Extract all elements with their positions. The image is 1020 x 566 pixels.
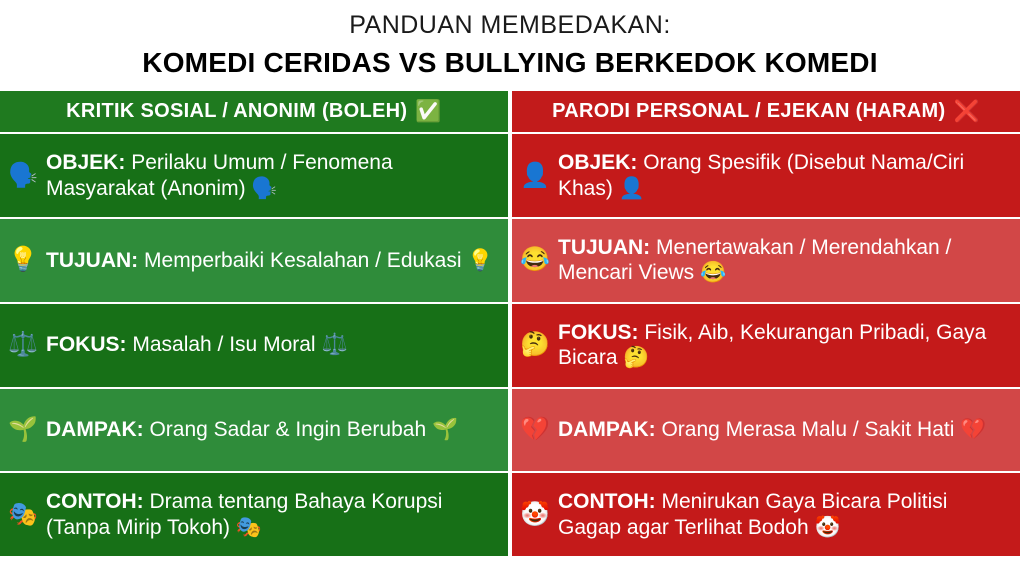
speaking-head-icon: 🗣️: [8, 161, 38, 189]
page-title-line-2: KOMEDI CERIDAS VS BULLYING BERKEDOK KOMEDI: [142, 47, 878, 79]
table-row: [0, 302, 508, 387]
row-label: TUJUAN:: [558, 235, 651, 259]
table-row: [0, 132, 508, 217]
table-row: [0, 217, 508, 302]
column-rows-left: [0, 132, 508, 556]
row-label: TUJUAN:: [46, 248, 139, 272]
performing-arts-icon-trailing: 🎭: [235, 515, 263, 539]
thinking-face-icon: 🤔: [520, 331, 550, 359]
row-value: Fisik, Aib, Kekurangan Pribadi, Gaya Bicara: [558, 320, 987, 370]
clown-face-icon: 🤡: [520, 500, 550, 528]
row-content: [46, 489, 498, 540]
row-value: Orang Sadar & Ingin Berubah: [149, 418, 427, 442]
row-content: [558, 320, 1010, 371]
table-row: [512, 302, 1020, 387]
thinking-face-icon-trailing: 🤔: [623, 346, 650, 370]
table-row: [0, 471, 508, 556]
comparison-table: [0, 88, 1020, 556]
column-parodi-personal: [512, 91, 1020, 556]
person-silhouette-icon-trailing: 👤: [618, 176, 645, 200]
row-content: [46, 150, 498, 201]
clown-face-icon-trailing: 🤡: [814, 515, 841, 539]
light-bulb-icon-trailing: 💡: [467, 248, 494, 272]
row-label: CONTOH:: [46, 490, 144, 514]
laughing-tears-icon-trailing: 😂: [700, 261, 727, 285]
row-content: [46, 417, 458, 443]
row-value: Masalah / Isu Moral: [132, 333, 316, 357]
row-value: Memperbaiki Kesalahan / Edukasi: [144, 248, 462, 272]
row-label: DAMPAK:: [558, 418, 656, 442]
row-label: OBJEK:: [46, 151, 126, 175]
page-title-line-1: PANDUAN MEMBEDAKAN:: [349, 11, 671, 39]
check-mark-icon: ✅: [415, 100, 442, 124]
seedling-icon: 🌱: [8, 415, 38, 443]
column-kritik-sosial: [0, 91, 512, 556]
column-header-parodi-personal: [512, 91, 1020, 132]
column-rows-right: [512, 132, 1020, 556]
row-label: OBJEK:: [558, 151, 638, 175]
row-label: CONTOH:: [558, 490, 656, 514]
row-value: Perilaku Umum / Fenomena Masyarakat (Anonim): [46, 151, 393, 200]
balance-scale-icon: ⚖️: [8, 331, 38, 359]
row-value: Drama tentang Bahaya Korupsi (Tanpa Mirip Tokoh): [46, 490, 443, 539]
seedling-icon-trailing: 🌱: [431, 418, 459, 442]
speaking-head-icon-trailing: 🗣️: [251, 176, 278, 200]
person-silhouette-icon: 👤: [520, 161, 550, 189]
column-header-kritik-sosial: [0, 91, 508, 132]
balance-scale-icon-trailing: ⚖️: [321, 333, 348, 357]
table-row: [512, 471, 1020, 556]
laughing-tears-icon: 😂: [520, 246, 550, 274]
row-content: [46, 248, 494, 274]
performing-arts-icon: 🎭: [8, 500, 38, 528]
table-row: [512, 132, 1020, 217]
table-row: [512, 217, 1020, 302]
row-label: FOKUS:: [46, 333, 127, 357]
row-value: Orang Merasa Malu / Sakit Hati: [661, 418, 955, 442]
broken-heart-icon-trailing: 💔: [960, 418, 987, 442]
row-content: [558, 235, 1010, 286]
page-header: [0, 0, 1020, 88]
row-label: FOKUS:: [558, 320, 639, 344]
row-content: [558, 489, 1010, 540]
row-content: [46, 332, 348, 358]
column-header-label: PARODI PERSONAL / EJEKAN (HARAM): [552, 100, 946, 123]
row-content: [558, 150, 1010, 201]
row-value: Menirukan Gaya Bicara Politisi Gagap agar Terlihat Bodoh: [558, 490, 948, 539]
footer-spacer: [0, 556, 1020, 566]
column-header-label: KRITIK SOSIAL / ANONIM (BOLEH): [66, 100, 408, 123]
row-value: Orang Spesifik (Disebut Nama/Ciri Khas): [558, 151, 965, 200]
light-bulb-icon: 💡: [8, 246, 38, 274]
row-content: [558, 417, 986, 443]
cross-mark-icon: ❌: [953, 100, 980, 124]
broken-heart-icon: 💔: [520, 415, 550, 443]
table-row: [512, 387, 1020, 472]
table-row: [0, 387, 508, 472]
row-label: DAMPAK:: [46, 418, 144, 442]
row-value: Menertawakan / Merendahkan / Mencari Views: [558, 235, 952, 285]
